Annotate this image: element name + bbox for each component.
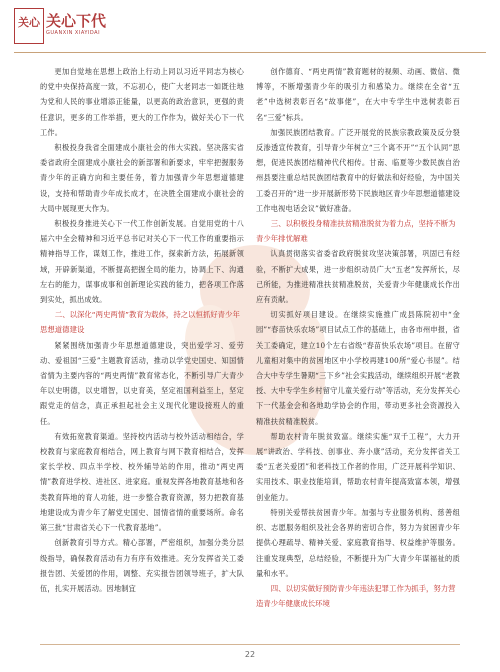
body-paragraph: 创作德育、“两史两情”教育题材的视频、动画、微信、微博等，不断增强青少年的吸引力和感染力。继续在全省“五老”中选树表彰百名“故事佬”，在大中专学生中选树表彰百名“三爱”标兵。 bbox=[256, 67, 460, 122]
section-heading: 三、以积极投身精准扶贫精准脱贫为着力点，坚持不断为青少年排忧解难 bbox=[256, 219, 456, 244]
body-paragraph: 更加自觉地在思想上政治上行动上同以习近平同志为核心的党中央保持高度一致，不忘初心，使广大老同志一如既往地为党和人民的事业增添正能量，以更高的政治意识，更强的责任意识，更多的工作举措，更大的工作作为，做好关心下一代工作。 bbox=[40, 67, 244, 137]
right-column bbox=[256, 64, 460, 611]
body-paragraph: 帮助农村青年脱贫致富。继续实施“双千工程”，大力开展“讲政治、学科技、创事业、奔小康”活动，充分发挥省关工委“五老关爱团”和老科技工作者的作用，广泛开展科学知识、实用技术、职业技能培训，帮助农村青年提高致富本领，增强创业能力。 bbox=[256, 431, 460, 502]
body-paragraph: 创新教育引导方式。精心部署，严密组织，加强分类分层级指导，确保教育活动有力有序有效推进。充分发挥省关工委报告团、关爱团的作用，调整、充实报告团领导班子，扩大队伍，扎实开展活动。因地制宜 bbox=[40, 538, 244, 593]
page-number: 22 bbox=[244, 650, 256, 659]
body-paragraph: 认真贯彻落实省委省政府脱贫攻坚决策部署，巩固已有经验，不断扩大成果，进一步组织动员广大“五老”发挥所长，尽己所能，为推进精准扶贫精准脱贫，关爱青少年健康成长作出应有贡献。 bbox=[256, 249, 460, 305]
body-paragraph: 紧紧围绕加强青少年思想道德建设，突出爱学习、爱劳动、爱祖国“三爱”主题教育活动，推动以学党史国史、知国情省情为主要内容的“两史两情”教育常态化，不断引导广大青少年以史明德，以史增智，以史育美，坚定祖国利益至上，坚定跟党走的信念，真正承担起社会主义现代化建设接班人的重任。 bbox=[40, 340, 244, 426]
header-divider bbox=[14, 52, 486, 53]
body-paragraph: 切实抓好项目建设。在继续实施推广成县陈院初中“金园”“春苗快乐农场”项目试点工作的基础上，由各市州申报，省关工委确定，建立10个左右省级“春苗快乐农场”项目。在留守儿童相对集中的贫困地区中小学校再建100所“爱心书屋”。结合大中专学生暑期“三下乡”社会实践活动，继续组织开展“老教授、大中专学生乡村留守儿童关爱行动”等活动，充分发挥关心下一代基金会和各地助学协会的作用，带动更多社会资源投入精准扶贫精准脱贫。 bbox=[256, 310, 460, 426]
magazine-title: 关心下代 bbox=[46, 12, 107, 30]
section-heading: 二、以深化“两史两情”教育为载体，持之以恒抓好青少年思想道德建设 bbox=[40, 310, 240, 335]
left-column bbox=[40, 64, 244, 596]
body-paragraph: 积极投身我省全面建成小康社会的伟大实践。坚决落实省委省政府全面建成小康社会的新部署和新要求，牢牢把握服务青少年的正确方向和主要任务，着力加强青少年思想道德建设，支持和帮助青少年成长成才，在决胜全面建成小康社会的大局中展现更大作为。 bbox=[40, 143, 244, 213]
magazine-subtitle: GUANXIN XIAYIDAI bbox=[46, 30, 101, 36]
body-paragraph: 特别关爱帮扶贫困青少年。加强与专业服务机构、慈善组织、志愿服务组织及社会各界的密切合作，努力为贫困青少年提供心理疏导、精神关爱、家庭教育指导、权益维护等服务。注重发现典型，总结经验，不断提升为广大青少年谋福祉的质量和水平。 bbox=[256, 507, 460, 578]
magazine-logo-mark: 关心 bbox=[14, 8, 44, 44]
body-paragraph: 有效拓宽教育渠道。坚持校内活动与校外活动相结合，学校教育与家庭教育相结合，网上教育与网下教育相结合，发挥家长学校、四点半学校、校外辅导站的作用，推动“两史两情”教育进学校、进社区、进家庭。重视发挥各地教育基地和各类教育阵地的育人功能，进一步整合教育资源，努力把教育基地建设成为青少年了解党史国史、国情省情的重要场所。命名第三批“甘肃省关心下一代教育基地”。 bbox=[40, 431, 244, 533]
body-paragraph: 积极投身推进关心下一代工作创新发展。自觉用党的十八届六中全会精神和习近平总书记对关心下一代工作的重要指示精神指导工作，谋划工作，推进工作，探索新方法，拓展新领域，开辟新渠道，不断提高把握全局的能力，协调上下、沟通左右的能力，谋事成事和创新理论实践的能力，把各项工作落到实处，抓出成效。 bbox=[40, 219, 244, 305]
footer-divider bbox=[40, 644, 460, 645]
body-paragraph: 加强民族团结教育。广泛开展党的民族宗教政策及反分裂反渗透宣传教育，引导青少年树立“三个离不开”“五个认同”思想，促进民族团结精神代代相传。甘南、临夏等少数民族自治州县要注重总结民族团结教育中的好做法和好经验，为中国关工委召开的“进一步开展新形势下民族地区青少年思想道德建设工作电视电话会议”做好准备。 bbox=[256, 127, 460, 213]
section-heading: 四、以切实做好预防青少年违法犯罪工作为抓手，努力营造青少年健康成长环境 bbox=[256, 583, 456, 609]
